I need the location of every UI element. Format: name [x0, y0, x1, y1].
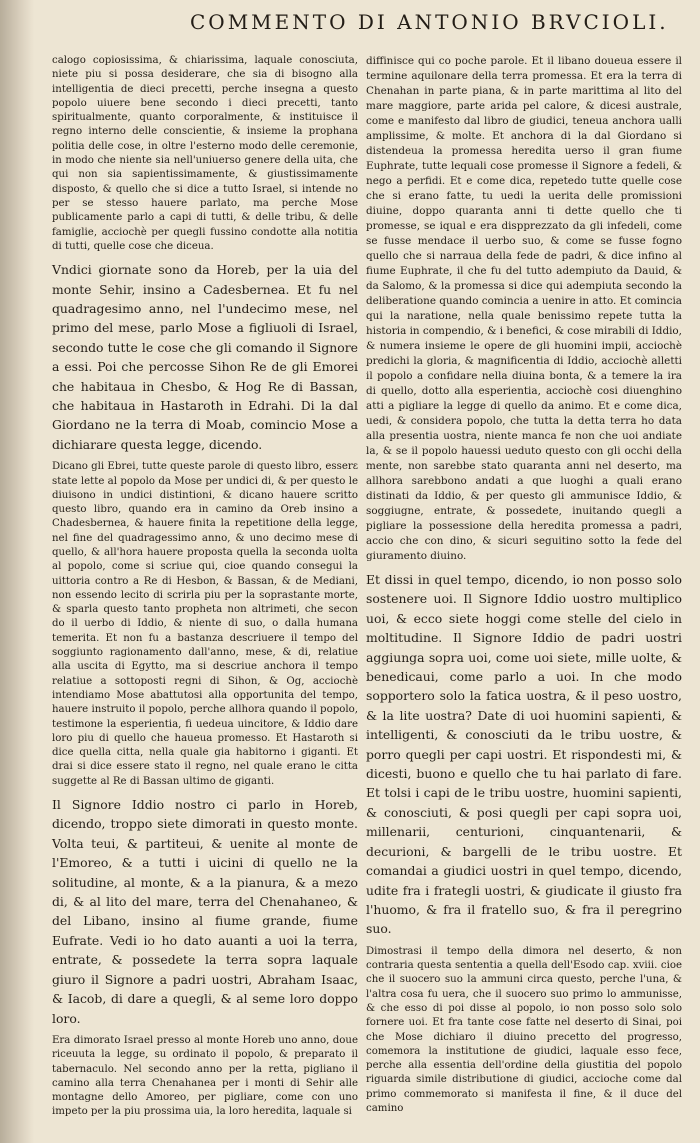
left-column	[52, 54, 358, 1126]
book-gutter-shadow	[0, 0, 34, 1143]
text-columns	[52, 54, 682, 1126]
commentary-paragraph: diffinisce qui co poche parole. Et il libano doueua essere il termine aquilonare della terra promessa. Et era la terra di Chenahan in parte piana, & in parte marittima al lito del mare maggiore, parte arida pel calore, & dicesi australe, come e manifesto dal libro de giudici, teneua anchora ualli amplissime, & molte. Et anchora di la dal Giordano si distendeua la promessa heredita uerso il gran fiume Euphrate, tutte lequali cose promesse il Signore a fedeli, & nego a perfidi. Et e come dica, repetedo tutte quelle cose che si erano fatte, tu uedi la uerita delle promissioni diuine, doppo quaranta anni ti dette quello che ti promesse, se iqual e era dispprezzato da gli infedeli, come se fusse mendace il uerbo suo, & come se fusse fogno quello che si narraua della fede de padri, & dice infino al fiume Euphrate, il che fu del tutto adempiuto da Dauid, & da Salomo, & la promessa si dice qui adempiuta secondo la deliberatione quando comincia a uenire in atto. Et comincia qui la naratione, nella quale benissimo repete tutta la historia in compendio, & i benefici, & cose mirabili di Iddio, & numera insieme le opere de gli huomini impii, acciochè predichi la gloria, & magnificentia di Iddio, acciochè alletti il popolo a confidare nella diuina bonta, & a temere la ira di quello, dotto alla esperientia, acciochè cosi diuenghino atti a pigliare la legge di quello da animo. Et e come dica, uedi, & considera popolo, che tutta la detta terra ho data alla presentia uostra, niente manca fe non che uoi andiate la, & se il popolo hauessi ueduto questo con gli occhi della mente, non sarebbe stato quaranta anni nel deserto, ma allhora sarebbono andati a que luoghi a quali erano distinati da Iddio, & per questo gli ammunisce Iddio, & soggiugne, entrate, & possedete, inuitando quegli a pigliare la possessione della heredita promessa a padri, accio che con dino, & sicuri seguitino sotto la fede del giuramento diuino.	[366, 55, 682, 562]
commentary-paragraph: Dicano gli Ebrei, tutte queste parole di questo libro, esserε state lette al popolo da Mose per undici di, & per questo le diuisono in undici distintioni, & dicano hauere scritto questo libro, quando era in camino da Oreb insino a Chadesbernea, & hauere finita la repetitione della legge, nel fine del quadragessimo anno, & uno decimo mese di quello, & all'hora hauere proposta quella la seconda uolta al popolo, come si scriue qui, cioe quando consegui la uittoria contro a Re di Hesbon, & Bassan, & de Mediani, non essendo lecito di scrirla piu per la soprastante morte, & sparla questo tanto propheta non altrimeti, che secon do il uerbo di Iddio, & niente di suo, o dalla humana temerita. Et non fu a bastanza descriuere il tempo del soggiunto ragionamento dall'anno, mese, & di, relatiue alla uscita di Egytto, ma si descriue anchora il tempo relatiue a sottoposti regni di Sihon, & Og, acciochè intendiamo Mose abattutosi alla opportunita del tempo, hauere instruito il popolo, perche allhora quando il popolo, testimone la esperientia, fi uedeua uincitore, & Iddio dare loro piu di quello che haueua promesso. Et Hastaroth si dice quella citta, nella quale gia habitorno i giganti. Et drai si dice essere stato il regno, nel quale erano le citta suggette al Re di Bassan ultimo de giganti.	[52, 461, 358, 787]
scripture-paragraph: Vndici giornate sono da Horeb, per la uia del monte Sehir, insino a Cadesbernea. Et fu nel quadragesimo anno, nel l'undecimo mese, nel primo del mese, parlo Mose a figliuoli di Israel, secondo tutte le cose che gli comando il Signore a essi. Poi che percosse Sihon Re de gli Emorei che habitaua in Chesbo, & Hog Re di Bassan, che habitaua in Hastaroth in Edrahi. Di la dal Giordano ne la terra di Moab, comincio Mose a dichiarare questa legge, dicendo.	[52, 262, 358, 452]
right-column	[366, 54, 682, 1126]
commentary-paragraph: Dimostrasi il tempo della dimora nel deserto, & non contraria questa sententia a quella dell'Esodo cap. xviii. cioe che il suocero suo la ammuni circa questo, perche l'una, & l'altra cosa fu uera, che il suocero suo primo lo ammunisse, & che esso di poi disse al popolo, io non posso solo solo fornere uoi. Et fra tante cose fatte nel deserto di Sinai, poi che Mose dichiaro il diuino precetto del progresso, comemora la institutione de giudici, laquale esso fece, perche alla essentia dell'ordine della giustitia del popolo riguarda simile distributione di giudici, accioche come dal primo commemorato si manifesta il fine, & il duce del camino	[366, 945, 682, 1114]
scripture-paragraph: Et dissi in quel tempo, dicendo, io non posso solo sostenere uoi. Il Signore Iddio uostro multiplico uoi, & ecco siete hoggi come stelle del cielo in moltitudine. Il Signore Iddio de padri uostri aggiunga sopra uoi, come uoi siete, mille uolte, & benedicaui, come parlo a uoi. In che modo sopportero solo la fatica uostra, & il peso uostro, & la lite uostra? Date di uoi huomini sapienti, & intelligenti, & conosciuti da le tribu uostre, & porro quegli per capi uostri. Et rispondesti mi, & dicesti, buono e quello che tu hai parlato di fare. Et tolsi i capi de le tribu uostre, huomini sapienti, & conosciuti, & posi quegli per capi sopra uoi, millenarii, centurioni, cinquantenarii, & decurioni, & bargelli de le tribu uostre. Et comandai a giudici uostri in quel tempo, dicendo, udite fra i frategli uostri, & giudicate il giusto fra l'huomo, & fra il fratello suo, & fra il peregrino suo.	[366, 572, 682, 937]
running-head: COMMENTO DI ANTONIO BRVCIOLI.	[190, 10, 669, 34]
commentary-paragraph: calogo copiosissima, & chiarissima, laquale conosciuta, niete piu si possa desiderare, che sia di bisogno alla intelligentia de dieci precetti, perche insegna a questo popolo uiuere bene secondo i dieci precetti, tanto spiritualmente, quanto corporalmente, & instituisce il regno interno delle conscientie, & insieme la prophana politia delle cose, in oltre l'esterno modo delle ceremonie, in modo che niente sia nell'uniuerso genere della uita, che qui non sia sapientissimamente, & giustissimamente disposto, & quello che si dice a tutto Israel, si intende no per se stesso hauere parlato, ma perche Mose publicamente parlo a capi di tutti, & delle tribu, & delle famiglie, acciochè per quegli fussino condotte alla notitia di tutti, quelle cose che diceua.	[52, 55, 358, 252]
scripture-paragraph: Il Signore Iddio nostro ci parlo in Horeb, dicendo, troppo siete dimorati in questo monte. Volta teui, & partiteui, & uenite al monte de l'Emoreo, & a tutti i uicini di quello ne la solitudine, al monte, & a la pianura, & a mezo di, & al lito del mare, terra del Chenahaneo, & del Libano, insino al fiume grande, fiume Eufrate. Vedi io ho dato auanti a uoi la terra, entrate, & possedete la terra sopra laquale giuro il Signore a padri uostri, Abraham Isaac, & Iacob, di dare a quegli, & al seme loro doppo loro.	[52, 797, 358, 1026]
commentary-paragraph: Era dimorato Israel presso al monte Horeb uno anno, doue riceuuta la legge, su ordinato il popolo, & preparato il tabernaculo. Nel secondo anno per la retta, pigliano il camino alla terra Chenahanea per i monti di Sehir alle montagne dello Amoreo, per pigliare, come con uno impeto per la piu prossima uia, la loro heredita, laquale si	[52, 1034, 358, 1118]
